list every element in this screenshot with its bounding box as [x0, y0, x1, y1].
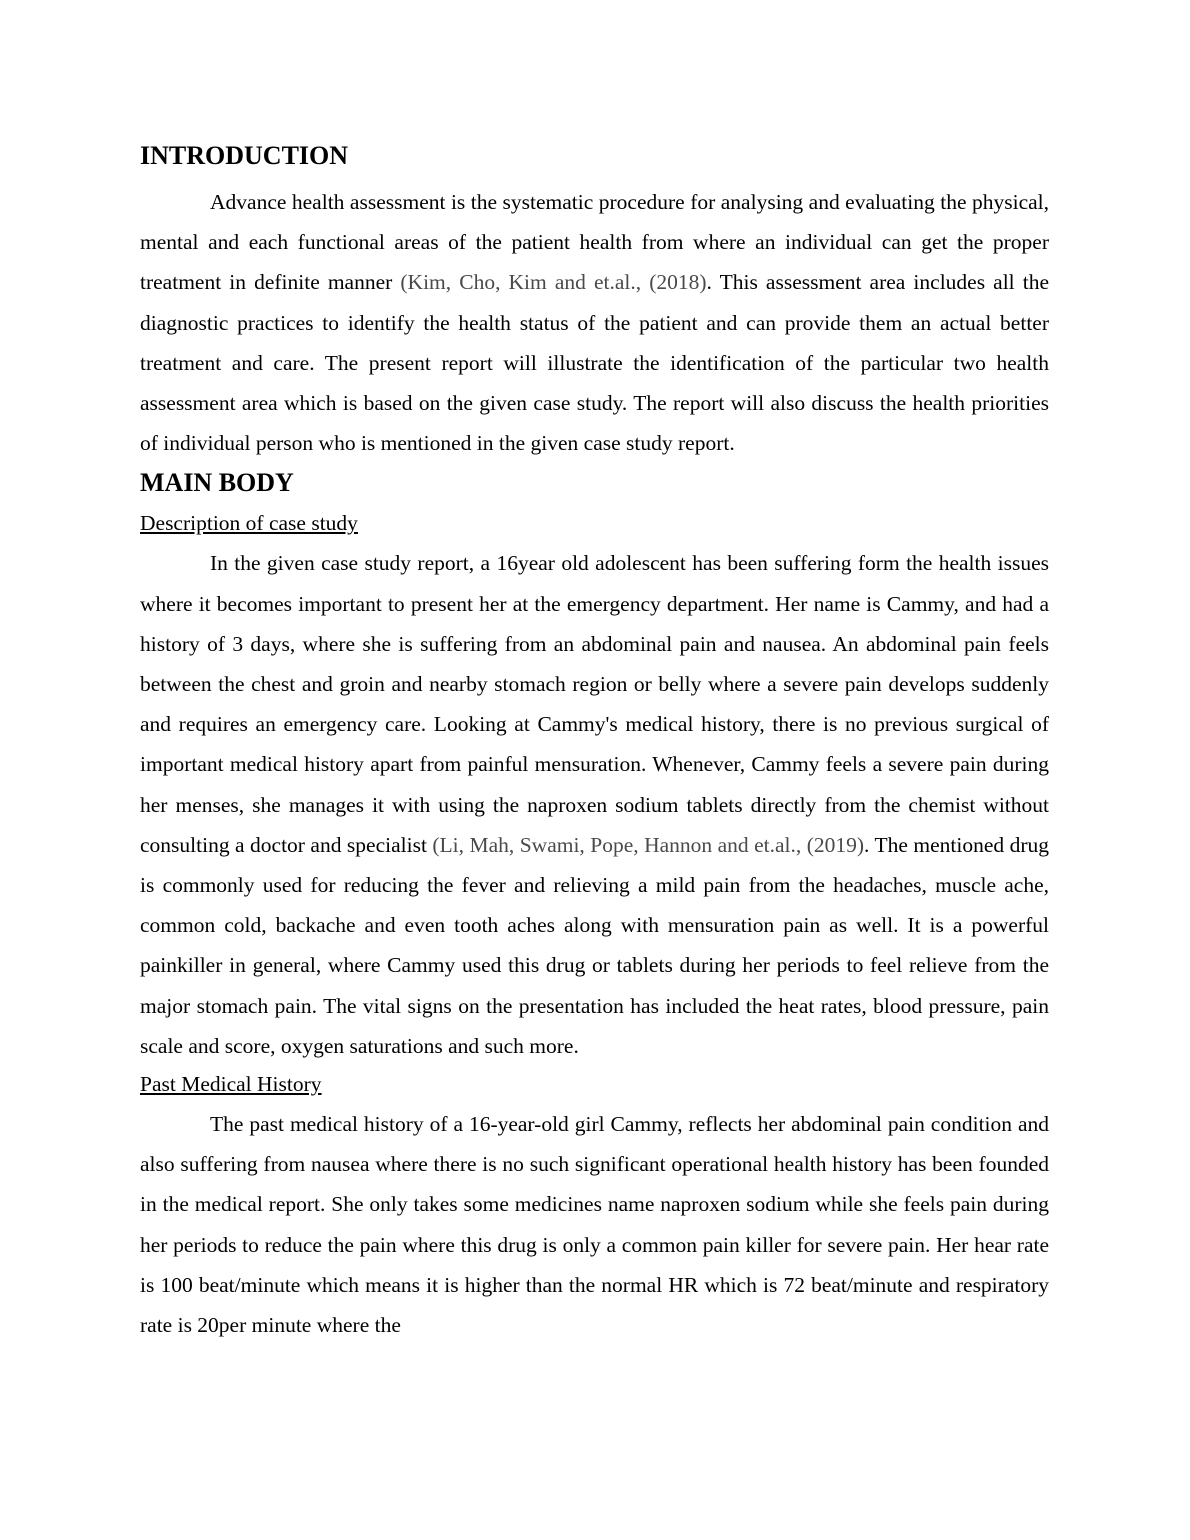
intro-citation: (Kim, Cho, Kim and et.al., (2018)	[400, 270, 707, 295]
case-study-subheading: Description of case study	[140, 511, 358, 536]
intro-text-part-2: . This assessment area includes all the diagnostic practices to identify the health status of the patient and can provide them an actual better treatment and care. The present report will illustrate the identification of the particular two health assessment area which is based on the given case study. The report will also discuss the health priorities of individual person who is mentioned in the given case study report.	[140, 270, 1050, 456]
case-study-text-part-2: . The mentioned drug is commonly used for reducing the fever and relieving a mild pain from the headaches, muscle ache, common cold, backache and even tooth aches along with mensuration pain as well. It is a powerful painkiller in general, where Cammy used this drug or tablets during her periods to feel relieve from the major stomach pain. The vital signs on the presentation has included the heat rates, blood pressure, pain scale and score, oxygen saturations and such more.	[140, 832, 1049, 1058]
case-study-paragraph	[140, 543, 1049, 1066]
case-study-text-part-1: In the given case study report, a 16year old adolescent has been suffering form the health issues where it becomes important to present her at the emergency department. Her name is Cammy, and had a history of 3 days, where she is suffering from an abdominal pain and nausea. An abdominal pain feels between the chest and groin and nearby stomach region or belly where a severe pain develops suddenly and requires an emergency care. Looking at Cammy's medical history, there is no previous surgical of important medical history apart from painful mensuration. Whenever, Cammy feels a severe pain during her menses, she manages it with using the naproxen sodium tablets directly from the chemist without consulting a doctor and specialist	[140, 551, 1049, 857]
past-medical-history-paragraph: The past medical history of a 16-year-old girl Cammy, reflects her abdominal pain condition and also suffering from nausea where there is no such significant operational health history has been founded in the medical report. She only takes some medicines name naproxen sodium while she feels pain during her periods to reduce the pain where this drug is only a common pain killer for severe pain. Her hear rate is 100 beat/minute which means it is higher than the normal HR which is 72 beat/minute and respiratory rate is 20per minute where the	[140, 1112, 1049, 1338]
introduction-heading: INTRODUCTION	[140, 141, 349, 170]
document-page	[140, 138, 1049, 1345]
main-body-heading: MAIN BODY	[140, 468, 294, 498]
past-medical-history-subheading: Past Medical History	[140, 1072, 322, 1097]
case-study-citation: (Li, Mah, Swami, Pope, Hannon and et.al., (2019)	[432, 832, 865, 857]
intro-text-part-1: Advance health assessment is the systematic procedure for analysing and evaluating the physical, mental and each functional areas of the patient health from where an individual can get the proper treatment in definite manner	[140, 190, 1049, 295]
introduction-paragraph	[140, 182, 1049, 463]
